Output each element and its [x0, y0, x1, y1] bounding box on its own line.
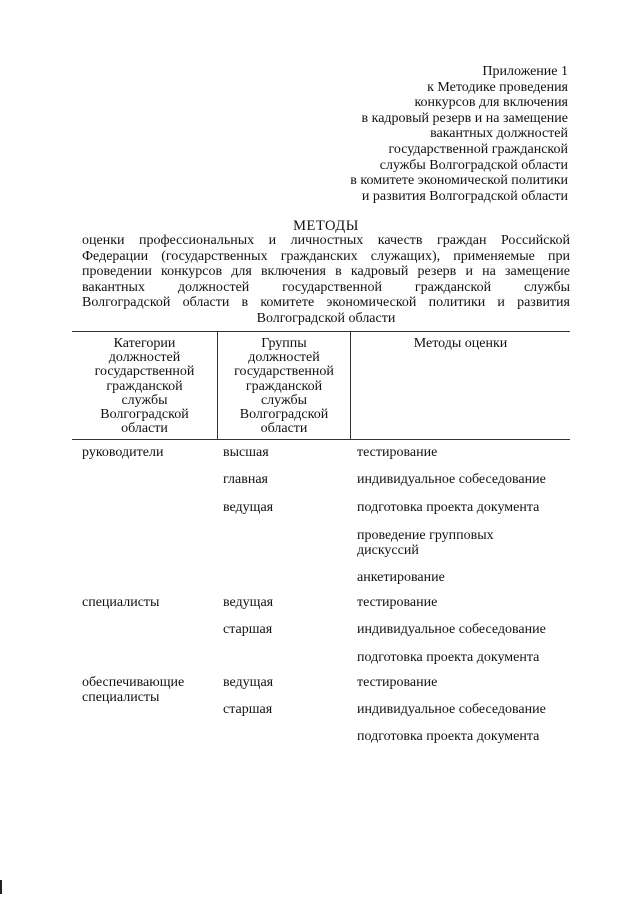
header-line: Методы оценки — [413, 336, 508, 351]
appendix-line: в кадровый резерв и на замещение — [361, 110, 568, 126]
appendix-line: государственной гражданской — [388, 141, 568, 157]
header-line: Группы — [261, 336, 307, 351]
subtitle-line: вакантных должностей государственной гражданской службы — [82, 279, 570, 295]
header-groups — [218, 337, 350, 436]
header-line: Категории — [113, 336, 176, 351]
appendix-note — [238, 64, 568, 204]
row-category — [82, 676, 184, 705]
subtitle-line: оценки профессиональных и личностных качеств граждан Российской — [82, 233, 570, 248]
subtitle-line: Федерации (государственных гражданских служащих), применяемые при — [82, 248, 570, 264]
header-line: Волгоградской — [239, 407, 329, 423]
row-group: старшая — [223, 702, 273, 717]
header-line: области — [260, 421, 308, 437]
header-line: гражданской — [106, 378, 183, 394]
appendix-line: в комитете экономической политики — [350, 173, 568, 189]
appendix-line: и развития Волгоградской области — [361, 188, 568, 204]
row-method: подготовка проекта документа — [357, 500, 540, 515]
row-method: индивидуальное собеседование — [357, 472, 546, 487]
subtitle-line: Волгоградской области — [256, 310, 396, 326]
header-methods — [351, 337, 570, 351]
row-group: высшая — [223, 445, 269, 460]
row-method: индивидуальное собеседование — [357, 702, 546, 717]
row-method: индивидуальное собеседование — [357, 622, 546, 637]
header-line: службы — [260, 392, 308, 408]
document-subtitle — [82, 233, 570, 327]
table-header-rule — [72, 439, 570, 440]
appendix-line: вакантных должностей — [430, 126, 568, 142]
row-group: ведущая — [223, 595, 274, 610]
appendix-line: конкурсов для включения — [414, 95, 568, 111]
header-line: государственной — [234, 364, 334, 380]
table-top-rule — [72, 331, 570, 332]
header-line: государственной — [94, 364, 195, 380]
row-category: руководители — [82, 445, 164, 460]
appendix-line: службы Волгоградской области — [379, 157, 568, 173]
row-group: главная — [223, 472, 268, 487]
header-line: гражданской — [245, 378, 323, 394]
row-method: тестирование — [357, 595, 438, 610]
header-line: должностей — [108, 350, 181, 366]
scan-edge-mark — [0, 880, 2, 894]
header-categories — [72, 337, 217, 436]
row-method: подготовка проекта документа — [357, 650, 540, 665]
row-method: проведение групповых дискуссий — [357, 528, 494, 558]
row-group: ведущая — [223, 500, 274, 515]
header-line: области — [121, 421, 168, 437]
subtitle-line: Волгоградской области в комитете экономической политики и развития — [82, 295, 570, 311]
header-line: должностей — [248, 350, 320, 366]
row-category-line: обеспечивающие — [82, 675, 185, 690]
row-category-line: специалисты — [82, 689, 160, 705]
appendix-line: Приложение 1 — [482, 64, 568, 79]
row-category: специалисты — [82, 595, 160, 610]
subtitle-line: проведении конкурсов для включения в кадровый резерв и на замещение — [82, 264, 570, 280]
row-group: ведущая — [223, 675, 274, 690]
header-line: службы — [121, 392, 168, 408]
row-method: тестирование — [357, 675, 438, 690]
appendix-line: к Методике проведения — [427, 79, 568, 95]
row-method: тестирование — [357, 445, 438, 460]
header-line: Волгоградской — [100, 407, 189, 423]
document-title: МЕТОДЫ — [293, 218, 359, 234]
row-group: старшая — [223, 622, 273, 637]
row-method: анкетирование — [357, 570, 445, 585]
row-method: подготовка проекта документа — [357, 729, 540, 744]
